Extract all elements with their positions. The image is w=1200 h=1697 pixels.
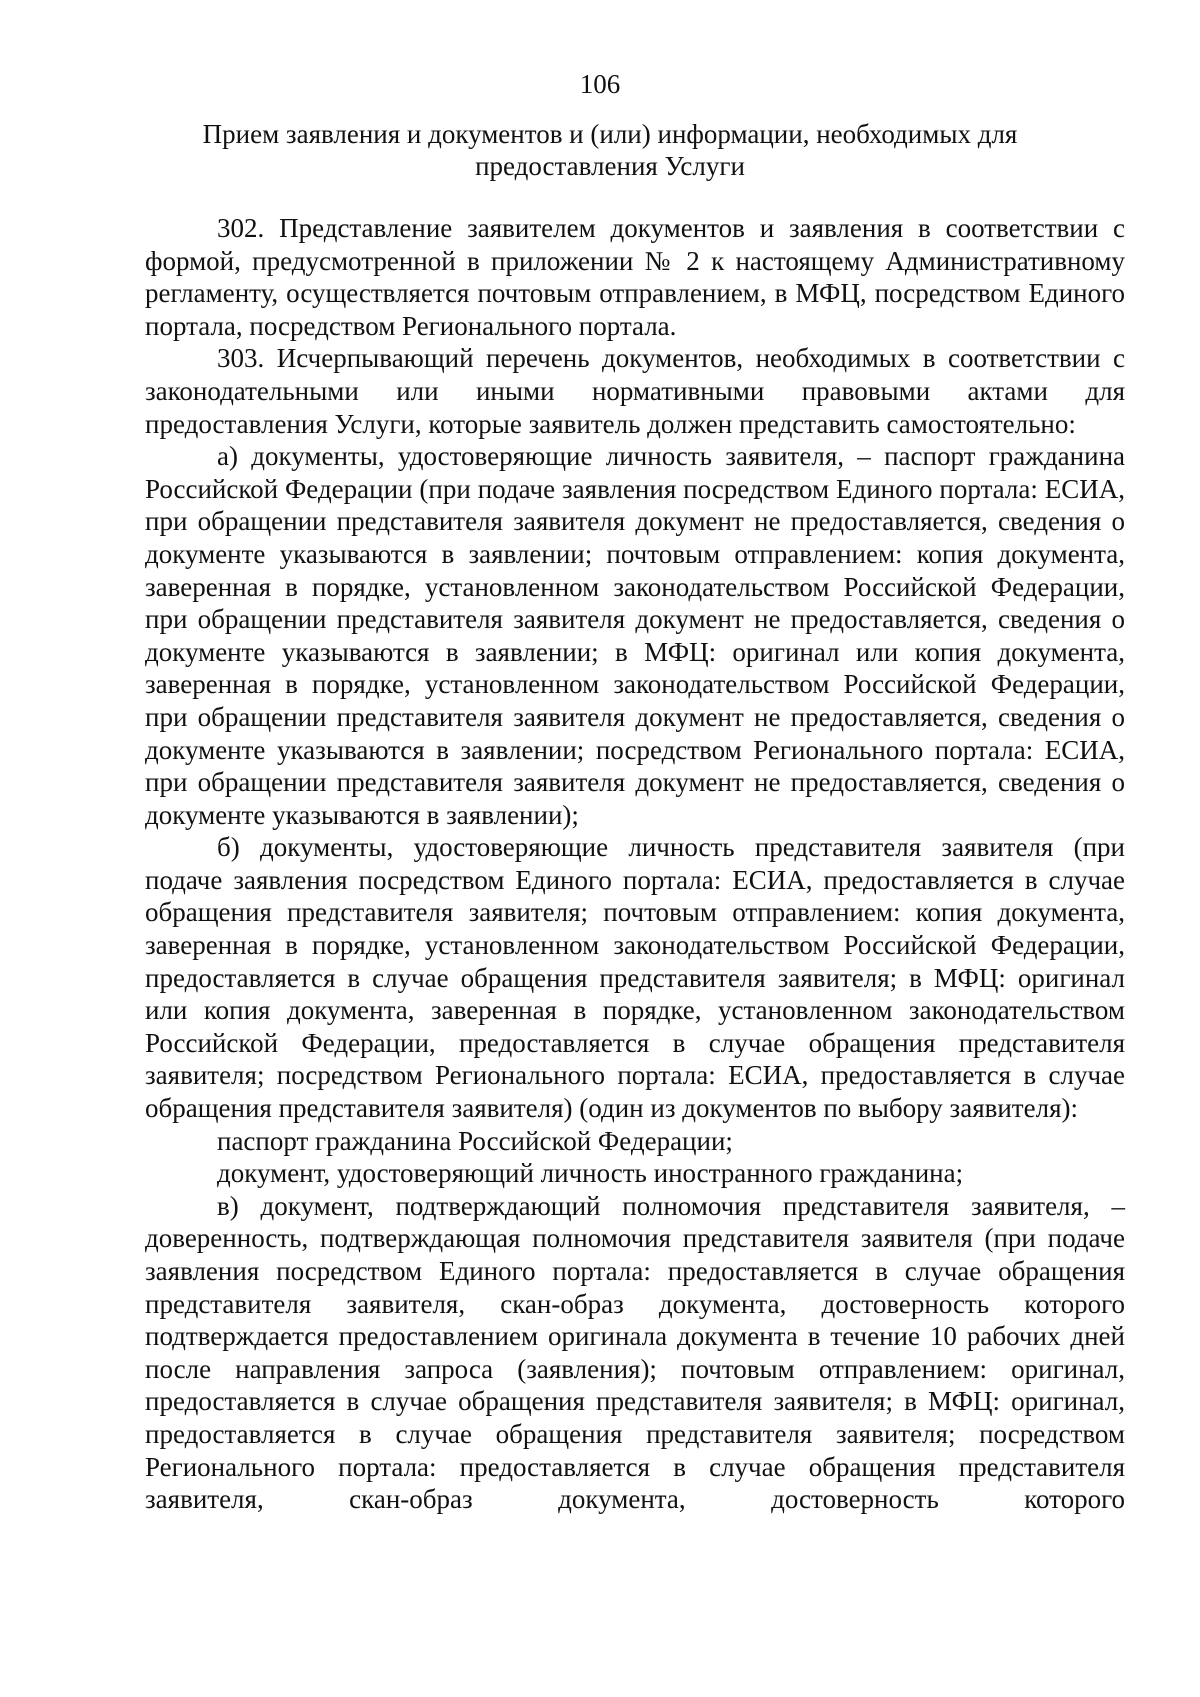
section-heading: Прием заявления и документов и (или) информации, необходимых для предоставления Услуги bbox=[202, 119, 1018, 181]
paragraph-item-b: б) документы, удостоверяющие личность представителя заявителя (при подаче заявления посредством Единого портала: ЕСИА, предоставляется в случае обращения представителя заявителя; почтовым отправлением: копия документа, заверенная в порядке, установленном законодательством Российской Федерации, предоставляется в случае обращения представителя заявителя; в МФЦ: оригинал или копия документа, заверенная в порядке, установленном законодательством Российской Федерации, предоставляется в случае обращения представителя заявителя; посредством Регионального портала: ЕСИА, предоставляется в случае обращения представителя заявителя) (один из документов по выбору заявителя): bbox=[145, 832, 1125, 1124]
paragraph-303: 303. Исчерпывающий перечень документов, необходимых в соответствии с законодательными или иными нормативными правовыми актами для предоставления Услуги, которые заявитель должен представить самостоятельно: bbox=[145, 343, 1125, 439]
paragraph-item-v: в) документ, подтверждающий полномочия представителя заявителя, – доверенность, подтверждающая полномочия представителя заявителя (при подаче заявления посредством Единого портала: предоставляется в случае обращения представителя заявителя, скан-образ документа, достоверность которого подтверждается предоставлением оригинала документа в течение 10 рабочих дней после направления запроса (заявления); почтовым отправлением: оригинал, предоставляется в случае обращения представителя заявителя; в МФЦ: оригинал, предоставляется в случае обращения представителя заявителя; посредством Регионального портала: предоставляется в случае обращения представителя заявителя, скан-образ документа, достоверность которого bbox=[145, 1190, 1125, 1515]
page-number: 106 bbox=[579, 69, 621, 99]
list-item-passport: паспорт гражданина Российской Федерации; bbox=[217, 1125, 733, 1156]
paragraph-302: 302. Представление заявителем документов и заявления в соответствии с формой, предусмотренной в приложении № 2 к настоящему Административному регламенту, осуществляется почтовым отправлением, в МФЦ, посредством Единого портала, посредством Регионального портала. bbox=[145, 213, 1125, 341]
paragraph-item-a: а) документы, удостоверяющие личность заявителя, – паспорт гражданина Российской Федерации (при подаче заявления посредством Единого портала: ЕСИА, при обращении представителя заявителя документ не предоставляется, сведения о документе указываются в заявлении; почтовым отправлением: копия документа, заверенная в порядке, установленном законодательством Российской Федерации, при обращении представителя заявителя документ не предоставляется, сведения о документе указываются в заявлении; в МФЦ: оригинал или копия документа, заверенная в порядке, установленном законодательством Российской Федерации, при обращении представителя заявителя документ не предоставляется, сведения о документе указываются в заявлении; посредством Регионального портала: ЕСИА, при обращении представителя заявителя документ не предоставляется, сведения о документе указываются в заявлении); bbox=[145, 441, 1125, 830]
document-body bbox=[145, 212, 1125, 1516]
list-item-foreign-id: документ, удостоверяющий личность иностранного гражданина; bbox=[217, 1158, 964, 1189]
